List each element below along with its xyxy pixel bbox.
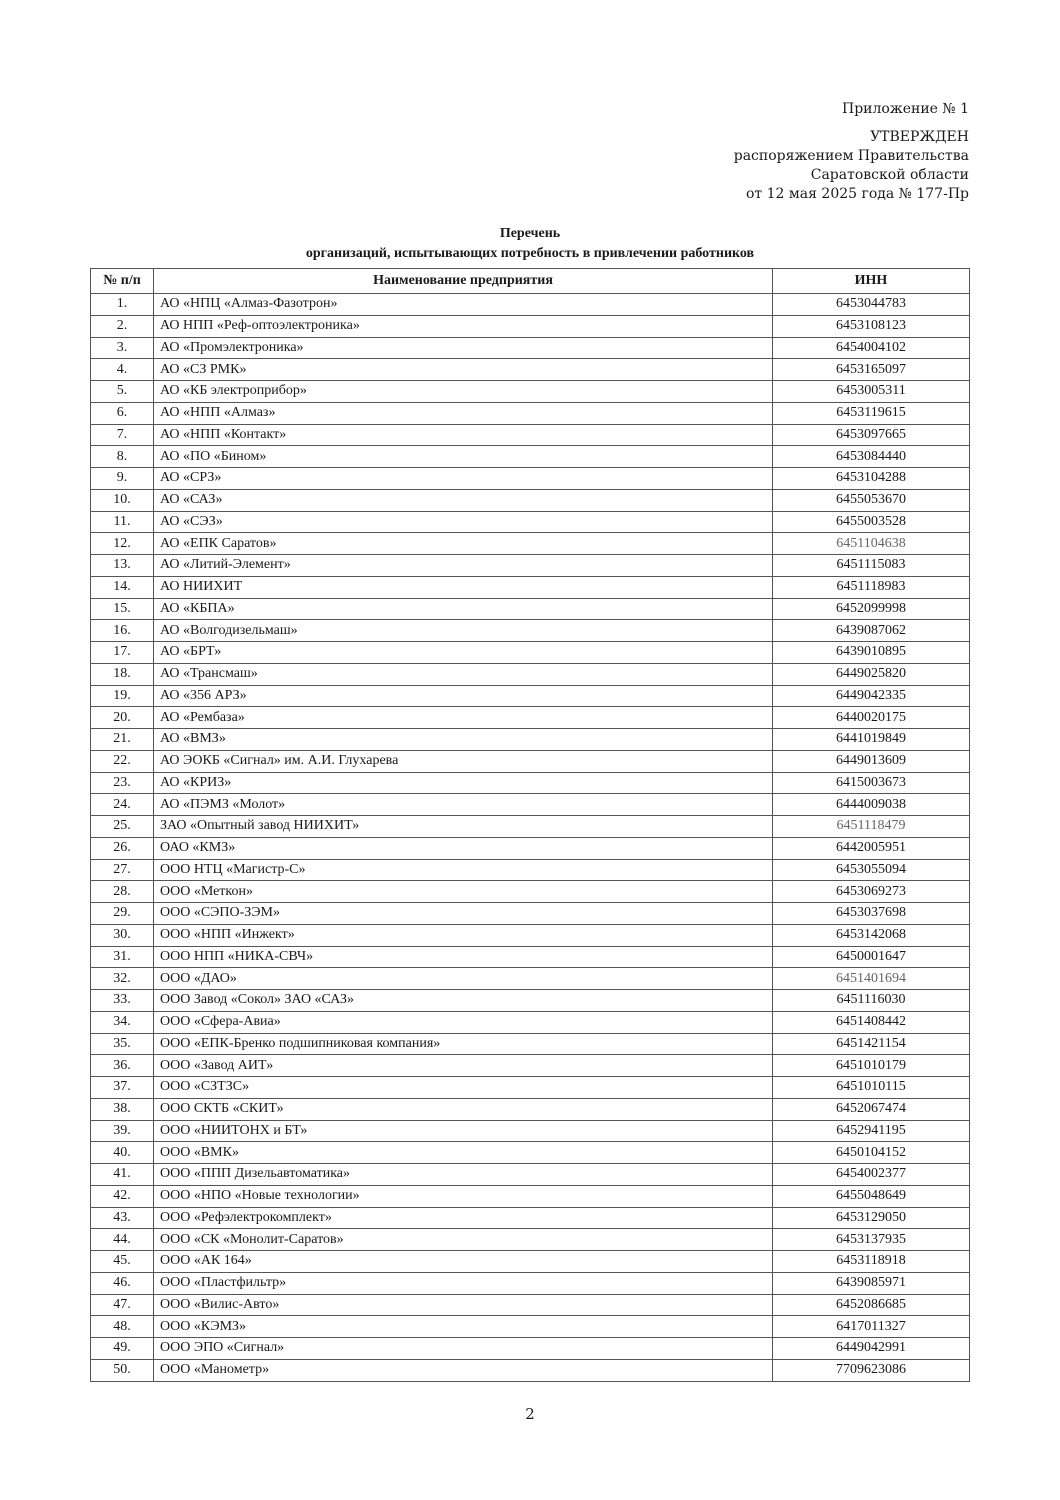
table-row xyxy=(91,772,970,794)
table-row xyxy=(91,1098,970,1120)
organization-name: АО «Литий-Элемент» xyxy=(154,555,773,577)
organization-inn: 6453119615 xyxy=(773,402,970,424)
organization-name: АО ЭОКБ «Сигнал» им. А.И. Глухарева xyxy=(154,750,773,772)
row-number: 47. xyxy=(91,1294,154,1316)
organization-name: ООО «СЭПО-ЗЭМ» xyxy=(154,903,773,925)
row-number: 10. xyxy=(91,489,154,511)
organization-inn: 6442005951 xyxy=(773,837,970,859)
organization-inn: 6452099998 xyxy=(773,598,970,620)
row-number: 15. xyxy=(91,598,154,620)
organization-inn: 6451010115 xyxy=(773,1077,970,1099)
table-row xyxy=(91,315,970,337)
page-number: 2 xyxy=(525,1405,535,1423)
table-row xyxy=(91,968,970,990)
table-row xyxy=(91,1251,970,1273)
table-row xyxy=(91,598,970,620)
organization-inn: 6453084440 xyxy=(773,446,970,468)
row-number: 49. xyxy=(91,1338,154,1360)
table-row xyxy=(91,1338,970,1360)
row-number: 45. xyxy=(91,1251,154,1273)
table-row xyxy=(91,729,970,751)
approved-label: УТВЕРЖДЕН xyxy=(870,129,969,145)
row-number: 48. xyxy=(91,1316,154,1338)
row-number: 43. xyxy=(91,1207,154,1229)
organization-name: АО «356 АРЗ» xyxy=(154,685,773,707)
organization-inn: 6451104638 xyxy=(773,533,970,555)
organization-name: АО «СЗ РМК» xyxy=(154,359,773,381)
organization-inn: 6451118983 xyxy=(773,576,970,598)
organization-inn: 6449042991 xyxy=(773,1338,970,1360)
organization-inn: 6453118918 xyxy=(773,1251,970,1273)
organization-name: ООО НПП «НИКА-СВЧ» xyxy=(154,946,773,968)
organization-inn: 6453129050 xyxy=(773,1207,970,1229)
row-number: 4. xyxy=(91,359,154,381)
organization-inn: 6454002377 xyxy=(773,1164,970,1186)
column-header-inn: ИНН xyxy=(773,269,970,294)
row-number: 20. xyxy=(91,707,154,729)
organization-name: ООО СКТБ «СКИТ» xyxy=(154,1098,773,1120)
organization-inn: 6449025820 xyxy=(773,663,970,685)
table-row xyxy=(91,1207,970,1229)
organization-inn: 6439087062 xyxy=(773,620,970,642)
organization-inn: 6451401694 xyxy=(773,968,970,990)
organization-name: АО «НПП «Контакт» xyxy=(154,424,773,446)
table-row xyxy=(91,359,970,381)
organization-name: АО «ПЭМЗ «Молот» xyxy=(154,794,773,816)
organization-inn: 6451115083 xyxy=(773,555,970,577)
row-number: 44. xyxy=(91,1229,154,1251)
table-row xyxy=(91,511,970,533)
organization-inn: 6451118479 xyxy=(773,816,970,838)
organization-inn: 6454004102 xyxy=(773,337,970,359)
organization-name: ООО «ППП Дизельавтоматика» xyxy=(154,1164,773,1186)
organization-name: АО «Промэлектроника» xyxy=(154,337,773,359)
row-number: 36. xyxy=(91,1055,154,1077)
organization-name: ЗАО «Опытный завод НИИХИТ» xyxy=(154,816,773,838)
organization-name: ООО Завод «Сокол» ЗАО «САЗ» xyxy=(154,990,773,1012)
row-number: 21. xyxy=(91,729,154,751)
row-number: 38. xyxy=(91,1098,154,1120)
table-row xyxy=(91,1294,970,1316)
table-row xyxy=(91,642,970,664)
organization-name: АО «НПЦ «Алмаз-Фазотрон» xyxy=(154,294,773,316)
organization-inn: 6453165097 xyxy=(773,359,970,381)
organization-name: АО «САЗ» xyxy=(154,489,773,511)
table-row xyxy=(91,1077,970,1099)
table-row xyxy=(91,1272,970,1294)
organization-name: ООО «АК 164» xyxy=(154,1251,773,1273)
organization-name: ООО «Меткон» xyxy=(154,881,773,903)
table-row xyxy=(91,1185,970,1207)
table-row xyxy=(91,489,970,511)
table-row xyxy=(91,903,970,925)
organization-inn: 6450001647 xyxy=(773,946,970,968)
organization-inn: 6451116030 xyxy=(773,990,970,1012)
organization-inn: 6453037698 xyxy=(773,903,970,925)
title-line-2: организаций, испытывающих потребность в привлечении работников xyxy=(305,246,755,261)
organization-name: ООО «НПП «Инжект» xyxy=(154,924,773,946)
organization-inn: 6450104152 xyxy=(773,1142,970,1164)
row-number: 25. xyxy=(91,816,154,838)
table-row xyxy=(91,924,970,946)
column-header-name: Наименование предприятия xyxy=(154,269,773,294)
organization-name: АО «Волгодизельмаш» xyxy=(154,620,773,642)
organization-name: АО «Трансмаш» xyxy=(154,663,773,685)
row-number: 9. xyxy=(91,468,154,490)
organization-inn: 6440020175 xyxy=(773,707,970,729)
table-row xyxy=(91,468,970,490)
organization-inn: 7709623086 xyxy=(773,1359,970,1381)
table-row xyxy=(91,294,970,316)
row-number: 2. xyxy=(91,315,154,337)
row-number: 13. xyxy=(91,555,154,577)
organization-inn: 6453142068 xyxy=(773,924,970,946)
row-number: 18. xyxy=(91,663,154,685)
organizations-table xyxy=(90,268,970,1382)
organization-name: АО «БРТ» xyxy=(154,642,773,664)
organization-inn: 6451010179 xyxy=(773,1055,970,1077)
organization-inn: 6439085971 xyxy=(773,1272,970,1294)
table-row xyxy=(91,837,970,859)
organization-inn: 6451421154 xyxy=(773,1033,970,1055)
table-row xyxy=(91,576,970,598)
table-row xyxy=(91,663,970,685)
organization-inn: 6444009038 xyxy=(773,794,970,816)
appendix-label: Приложение № 1 xyxy=(842,101,969,117)
organization-name: АО «СРЗ» xyxy=(154,468,773,490)
row-number: 8. xyxy=(91,446,154,468)
organization-name: ООО ЭПО «Сигнал» xyxy=(154,1338,773,1360)
table-body xyxy=(91,294,970,1382)
table-row xyxy=(91,1011,970,1033)
organization-inn: 6453005311 xyxy=(773,381,970,403)
approval-line-3: от 12 мая 2025 года № 177-Пр xyxy=(746,186,969,202)
approval-line-1: распоряжением Правительства xyxy=(733,148,969,164)
organization-inn: 6453104288 xyxy=(773,468,970,490)
organization-inn: 6453044783 xyxy=(773,294,970,316)
table-row xyxy=(91,881,970,903)
organization-name: АО «ПО «Бином» xyxy=(154,446,773,468)
table-row xyxy=(91,381,970,403)
organization-inn: 6415003673 xyxy=(773,772,970,794)
organization-name: ООО «ДАО» xyxy=(154,968,773,990)
table-row xyxy=(91,707,970,729)
row-number: 46. xyxy=(91,1272,154,1294)
organization-inn: 6441019849 xyxy=(773,729,970,751)
organization-name: ООО «ЕПК-Бренко подшипниковая компания» xyxy=(154,1033,773,1055)
organization-name: АО «СЭЗ» xyxy=(154,511,773,533)
table-row xyxy=(91,555,970,577)
organization-name: АО «ЕПК Саратов» xyxy=(154,533,773,555)
organization-name: ООО «Манометр» xyxy=(154,1359,773,1381)
organization-inn: 6455053670 xyxy=(773,489,970,511)
organization-inn: 6449013609 xyxy=(773,750,970,772)
organization-inn: 6452941195 xyxy=(773,1120,970,1142)
organization-inn: 6453137935 xyxy=(773,1229,970,1251)
table-header-row xyxy=(91,269,970,294)
table-row xyxy=(91,816,970,838)
organization-name: АО «КБ электроприбор» xyxy=(154,381,773,403)
row-number: 42. xyxy=(91,1185,154,1207)
table-row xyxy=(91,337,970,359)
organization-inn: 6453055094 xyxy=(773,859,970,881)
row-number: 3. xyxy=(91,337,154,359)
table-row xyxy=(91,402,970,424)
table-row xyxy=(91,424,970,446)
organization-name: ООО «КЭМЗ» xyxy=(154,1316,773,1338)
table-row xyxy=(91,1142,970,1164)
organization-inn: 6453069273 xyxy=(773,881,970,903)
row-number: 28. xyxy=(91,881,154,903)
organization-name: АО НИИХИТ xyxy=(154,576,773,598)
row-number: 50. xyxy=(91,1359,154,1381)
table-row xyxy=(91,1164,970,1186)
row-number: 6. xyxy=(91,402,154,424)
organization-name: АО «НПП «Алмаз» xyxy=(154,402,773,424)
organization-inn: 6455003528 xyxy=(773,511,970,533)
approval-line-2: Саратовской области xyxy=(810,167,969,183)
table-row xyxy=(91,794,970,816)
organization-name: ООО «СЗТЗС» xyxy=(154,1077,773,1099)
organization-name: ООО «НИИТОНХ и БТ» xyxy=(154,1120,773,1142)
organization-name: ООО «Вилис-Авто» xyxy=(154,1294,773,1316)
organization-name: ООО «Рефэлектрокомплект» xyxy=(154,1207,773,1229)
table-row xyxy=(91,1359,970,1381)
table-row xyxy=(91,1033,970,1055)
organization-name: АО «КРИЗ» xyxy=(154,772,773,794)
title-line-1: Перечень xyxy=(499,226,561,241)
row-number: 37. xyxy=(91,1077,154,1099)
organization-name: ООО «НПО «Новые технологии» xyxy=(154,1185,773,1207)
document-title xyxy=(90,224,970,264)
organization-inn: 6453097665 xyxy=(773,424,970,446)
row-number: 26. xyxy=(91,837,154,859)
table-row xyxy=(91,1120,970,1142)
table-row xyxy=(91,946,970,968)
row-number: 5. xyxy=(91,381,154,403)
row-number: 17. xyxy=(91,642,154,664)
organization-inn: 6455048649 xyxy=(773,1185,970,1207)
table-row xyxy=(91,446,970,468)
organization-inn: 6452067474 xyxy=(773,1098,970,1120)
row-number: 32. xyxy=(91,968,154,990)
table-row xyxy=(91,1055,970,1077)
organization-name: ООО «Пластфильтр» xyxy=(154,1272,773,1294)
table-row xyxy=(91,620,970,642)
organization-name: ООО «ВМК» xyxy=(154,1142,773,1164)
table-row xyxy=(91,750,970,772)
row-number: 16. xyxy=(91,620,154,642)
approval-header xyxy=(734,100,969,204)
row-number: 39. xyxy=(91,1120,154,1142)
table-row xyxy=(91,990,970,1012)
organization-inn: 6439010895 xyxy=(773,642,970,664)
row-number: 14. xyxy=(91,576,154,598)
organization-inn: 6449042335 xyxy=(773,685,970,707)
row-number: 24. xyxy=(91,794,154,816)
organization-inn: 6452086685 xyxy=(773,1294,970,1316)
organization-inn: 6453108123 xyxy=(773,315,970,337)
organization-name: ООО НТЦ «Магистр-С» xyxy=(154,859,773,881)
organization-name: АО «Рембаза» xyxy=(154,707,773,729)
organization-inn: 6451408442 xyxy=(773,1011,970,1033)
row-number: 30. xyxy=(91,924,154,946)
table-row xyxy=(91,859,970,881)
row-number: 1. xyxy=(91,294,154,316)
row-number: 40. xyxy=(91,1142,154,1164)
row-number: 31. xyxy=(91,946,154,968)
table-row xyxy=(91,1316,970,1338)
column-header-number: № п/п xyxy=(91,269,154,294)
row-number: 34. xyxy=(91,1011,154,1033)
organization-name: ООО «СК «Монолит-Саратов» xyxy=(154,1229,773,1251)
table-row xyxy=(91,685,970,707)
organization-name: АО НПП «Реф-оптоэлектроника» xyxy=(154,315,773,337)
organization-name: ООО «Сфера-Авиа» xyxy=(154,1011,773,1033)
row-number: 35. xyxy=(91,1033,154,1055)
row-number: 11. xyxy=(91,511,154,533)
organization-inn: 6417011327 xyxy=(773,1316,970,1338)
organization-name: ООО «Завод АИТ» xyxy=(154,1055,773,1077)
table-row xyxy=(91,1229,970,1251)
row-number: 7. xyxy=(91,424,154,446)
organization-name: АО «ВМЗ» xyxy=(154,729,773,751)
row-number: 27. xyxy=(91,859,154,881)
organization-name: ОАО «КМЗ» xyxy=(154,837,773,859)
row-number: 29. xyxy=(91,903,154,925)
row-number: 19. xyxy=(91,685,154,707)
row-number: 12. xyxy=(91,533,154,555)
row-number: 23. xyxy=(91,772,154,794)
row-number: 41. xyxy=(91,1164,154,1186)
table-row xyxy=(91,533,970,555)
row-number: 22. xyxy=(91,750,154,772)
row-number: 33. xyxy=(91,990,154,1012)
organization-name: АО «КБПА» xyxy=(154,598,773,620)
